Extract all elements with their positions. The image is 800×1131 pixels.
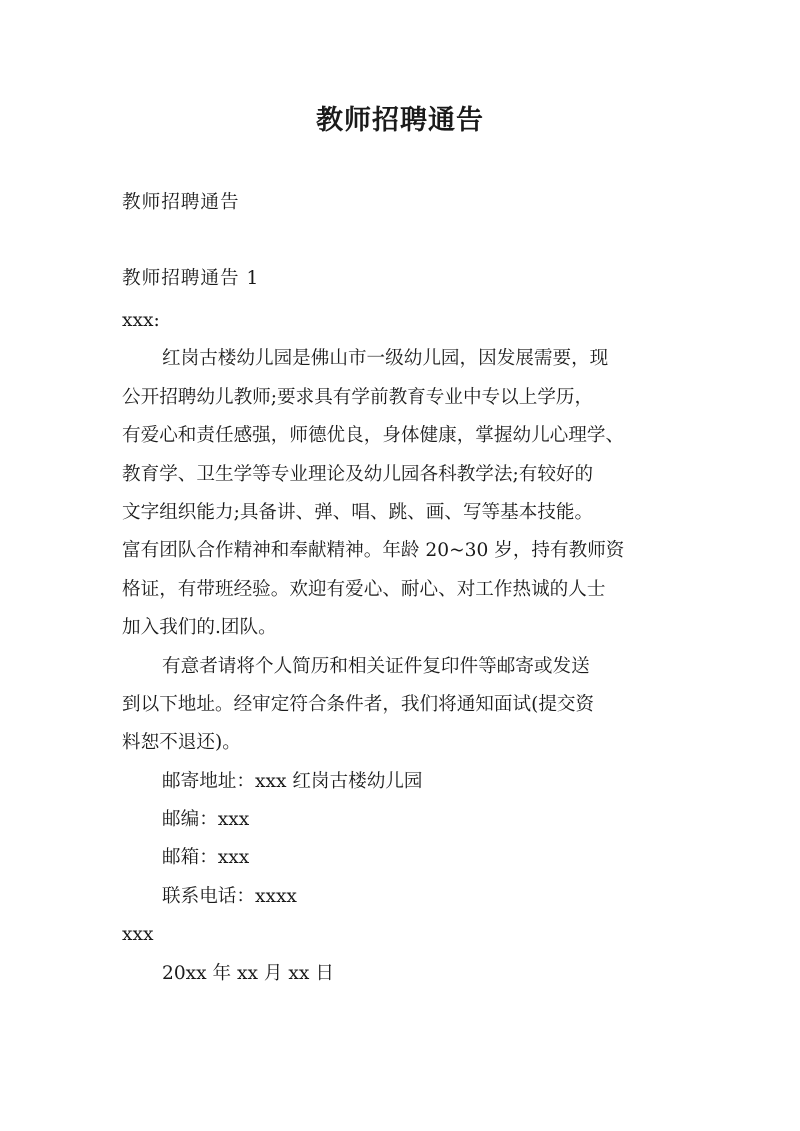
paragraph2-line-1: 有意者请将个人简历和相关证件复印件等邮寄或发送 [162, 655, 590, 677]
paragraph2-line-3: 料恕不退还)。 [122, 732, 241, 754]
paragraph1-line-8: 加入我们的.团队。 [122, 617, 277, 639]
document-title: 教师招聘通告 [316, 105, 484, 136]
paragraph1-line-2: 公开招聘幼儿教师;要求具有学前教育专业中专以上学历， [122, 386, 594, 408]
document-body [122, 302, 682, 993]
paragraph1-line-5: 文字组织能力;具备讲、弹、唱、跳、画、写等基本技能。 [122, 501, 594, 523]
email: 邮箱：xxx [162, 847, 250, 869]
section-title: 教师招聘通告 1 [122, 268, 260, 289]
paragraph1-line-1: 红岗古楼幼儿园是佛山市一级幼儿园，因发展需要，现 [162, 348, 609, 370]
mail-address: 邮寄地址：xxx 红岗古楼幼儿园 [162, 770, 423, 792]
paragraph1-line-6: 富有团队合作精神和奉献精神。年龄 20~30 岁，持有教师资 [122, 540, 625, 562]
phone: 联系电话：xxxx [162, 885, 297, 907]
date: 20xx 年 xx 月 xx 日 [162, 962, 334, 984]
salutation: xxx: [122, 310, 160, 331]
signature: xxx [122, 924, 154, 946]
postcode: 邮编：xxx [162, 809, 250, 831]
paragraph2-line-2: 到以下地址。经审定符合条件者，我们将通知面试(提交资 [122, 693, 595, 715]
document-subtitle: 教师招聘通告 [122, 192, 240, 213]
paragraph1-line-7: 格证，有带班经验。欢迎有爱心、耐心、对工作热诚的人士 [122, 578, 606, 600]
paragraph1-line-4: 教育学、卫生学等专业理论及幼儿园各科教学法;有较好的 [122, 463, 594, 485]
paragraph1-line-3: 有爱心和责任感强，师德优良，身体健康，掌握幼儿心理学、 [122, 425, 625, 447]
